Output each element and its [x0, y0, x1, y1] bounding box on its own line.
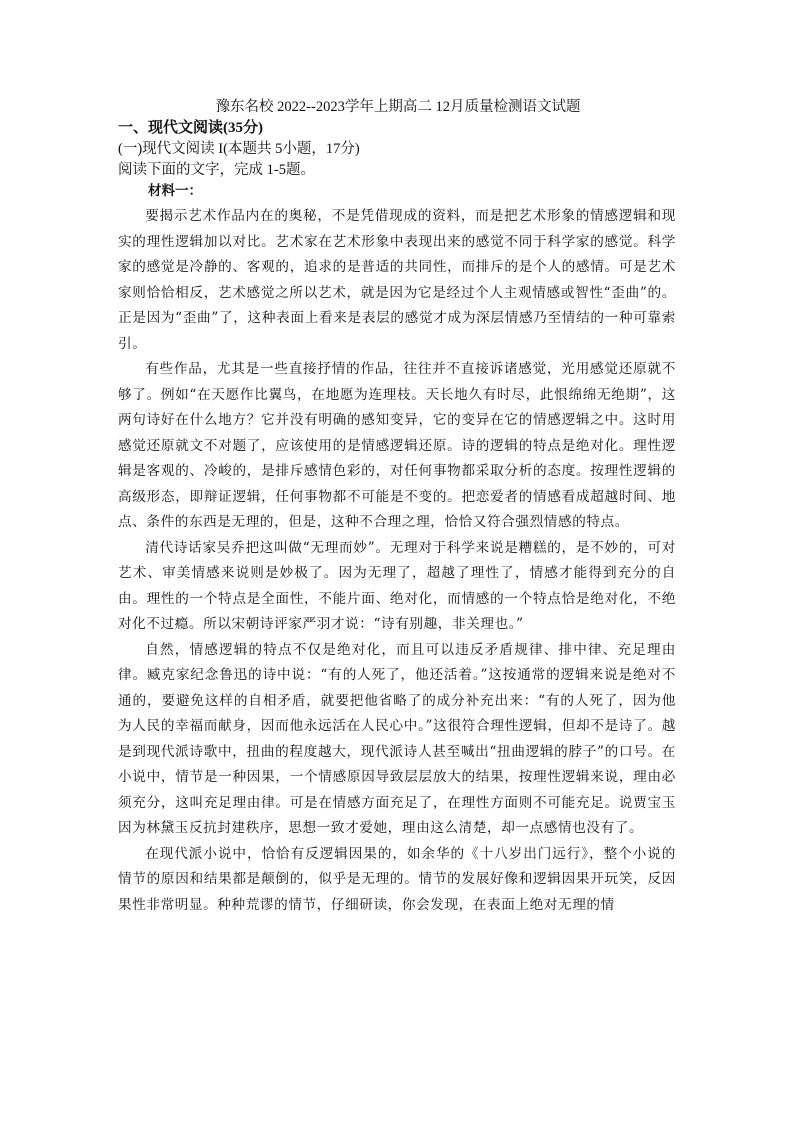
section-heading: 一、现代文阅读(35分)	[118, 120, 263, 136]
subsection-heading: (一)现代文阅读 I(本题共 5小题，17分)	[118, 141, 360, 157]
paragraph-5: 在现代派小说中，恰恰有反逻辑因果的，如余华的《十八岁出门远行》，整个小说的情节的原因和结果都是颠倒的，似乎是无理的。情节的发展好像和逻辑因果开玩笑，反因果性非常明显。种种荒谬的情节，仔细研读，你会发现，在表面上绝对无理的情	[118, 845, 676, 913]
material-label: 材料一：	[148, 183, 202, 199]
reading-instruction: 阅读下面的文字，完成 1-5题。	[118, 162, 315, 178]
paragraph-2: 有些作品，尤其是一些直接抒情的作品，往往并不直接诉诸感觉，光用感觉还原就不够了。例如“在天愿作比翼鸟，在地愿为连理枝。天长地久有时尽，此恨绵绵无绝期”，这两句诗好在什么地方？它并没有明确的感知变异，它的变异在它的情感逻辑之中。这时用感觉还原就文不对题了，应该使用的是情感逻辑还原。诗的逻辑的特点是绝对化。理性逻辑是客观的、冷峻的，是排斥感情色彩的，对任何事物都采取分析的态度。按理性逻辑的高级形态，即辩证逻辑，任何事物都不可能是不变的。把恋爱者的情感看成超越时间、地点、条件的东西是无理的，但是，这种不合理之理，恰恰又符合强烈情感的特点。	[118, 361, 676, 530]
paragraph-1: 要揭示艺术作品内在的奥秘，不是凭借现成的资料，而是把艺术形象的情感逻辑和现实的理性逻辑加以对比。艺术家在艺术形象中表现出来的感觉不同于科学家的感觉。科学家的感觉是冷静的、客观的，追求的是普适的共同性，而排斥的是个人的感情。可是艺术家则恰恰相反，艺术感觉之所以艺术，就是因为它是经过个人主观情感或智性“歪曲”的。正是因为“歪曲”了，这种表面上看来是表层的感觉才成为深层情感乃至情结的一种可靠索引。	[118, 208, 676, 352]
passage-body	[118, 204, 676, 918]
exam-title: 豫东名校 2022--2023学年上期高二 12月质量检测语文试题	[215, 99, 581, 115]
paragraph-3: 清代诗话家吴乔把这叫做“无理而妙”。无理对于科学来说是糟糕的，是不妙的，可对艺术、审美情感来说则是妙极了。因为无理了，超越了理性了，情感才能得到充分的自由。理性的一个特点是全面性，不能片面、绝对化，而情感的一个特点恰是绝对化，不绝对化不过瘾。所以宋朝诗评家严羽才说：“诗有别趣，非关理也。”	[118, 539, 676, 632]
paragraph-4: 自然，情感逻辑的特点不仅是绝对化，而且可以违反矛盾规律、排中律、充足理由律。臧克家纪念鲁迅的诗中说：“有的人死了，他还活着。”这按通常的逻辑来说是绝对不通的，要避免这样的自相矛盾，就要把他省略了的成分补充出来：“有的人死了，因为他为人民的幸福而献身，因而他永远活在人民心中。”这很符合理性逻辑，但却不是诗了。越是到现代派诗歌中，扭曲的程度越大，现代派诗人甚至喊出“扭曲逻辑的脖子”的口号。在小说中，情节是一种因果，一个情感原因导致层层放大的结果，按理性逻辑来说，理由必须充分，这叫充足理由律。可是在情感方面充足了，在理性方面则不可能充足。说贾宝玉因为林黛玉反抗封建秩序，思想一致才爱她，理由这么清楚，却一点感情也没有了。	[118, 641, 676, 836]
